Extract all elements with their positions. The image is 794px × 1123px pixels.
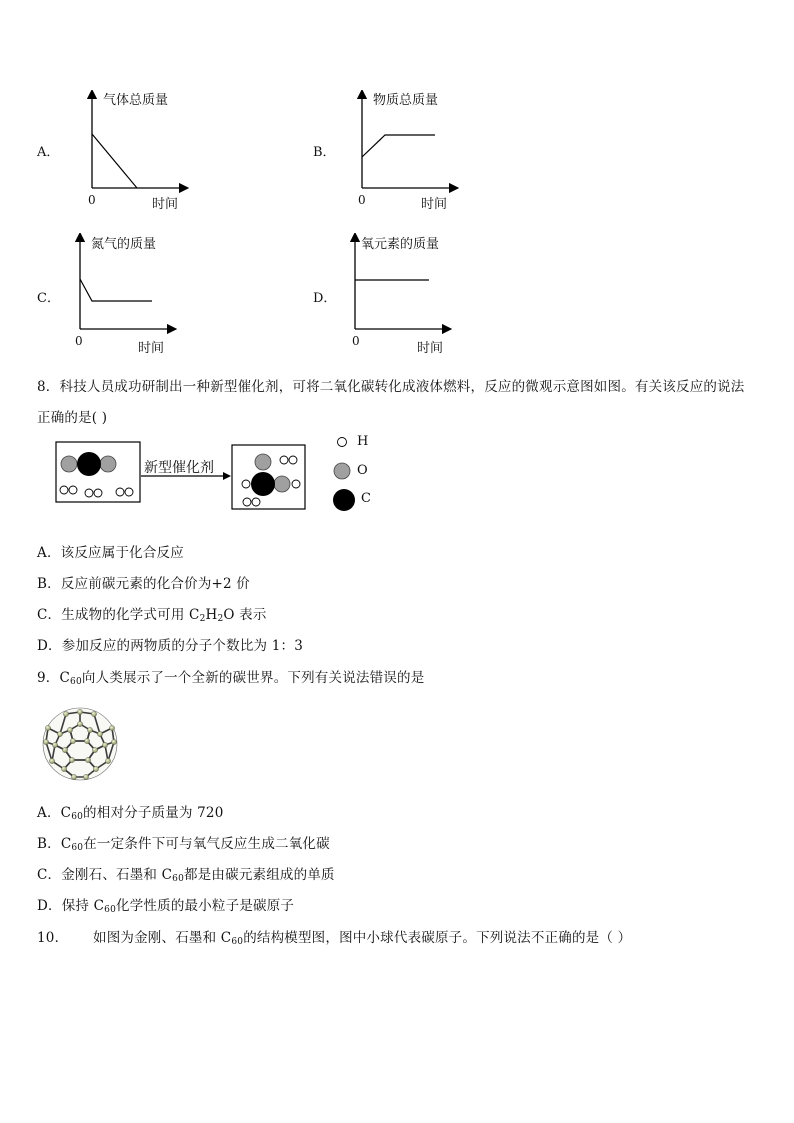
option-c-letter: C． [37,291,60,306]
reaction-diagram [55,430,385,515]
graph-a-origin: 0 [88,193,96,207]
oxygen-atom [255,454,271,470]
q8-option-d[interactable]: D．参加反应的两物质的分子个数比为 1：3 [37,638,303,654]
legend-c-atom [333,489,355,511]
carbon-atom [251,472,275,496]
graph-b-xlabel: 时间 [421,197,448,212]
oxygen-atom [61,456,77,472]
graph-b-origin: 0 [358,193,366,207]
q9-option-d[interactable]: D．保持 $C_{60}$化学性质的最小粒子是碳原子 [37,898,295,915]
graph-c [68,233,178,343]
graph-a-line [92,134,137,188]
graph-c-ylabel: 氮气的质量 [91,237,157,252]
graph-a-ylabel: 气体总质量 [103,93,169,108]
q8-option-b[interactable]: B．反应前碳元素的化合价为+2 价 [37,576,251,592]
option-d-letter: D． [313,291,337,306]
graph-d [343,233,453,343]
c60-molecule-image [38,704,122,784]
graph-c-origin: 0 [75,334,83,348]
legend-h-atom [338,438,347,447]
catalyst-label: 新型催化剂 [144,460,214,476]
carbon-atom [77,452,101,476]
oxygen-atom [274,476,290,492]
graph-d-ylabel: 氧元素的质量 [361,237,440,252]
q9-option-c[interactable]: C．金刚石、石墨和 $C_{60}$都是由碳元素组成的单质 [37,867,335,884]
q8-stem-line1: 8．科技人员成功研制出一种新型催化剂，可将二氧化碳转化成液体燃料，反应的微观示意图如图。有关该反应的说法 [37,379,745,395]
graph-d-xlabel: 时间 [417,341,444,356]
q8-option-c[interactable]: C．生成物的化学式可用 $C_2H_2O$ 表示 [37,607,267,624]
option-b-letter: B． [313,145,336,160]
q10-stem: 如图为金刚、石墨和 $C_{60}$的结构模型图，图中小球代表碳原子。下列说法不正确的是（ ） [93,930,632,947]
q8-option-a[interactable]: A．该反应属于化合反应 [37,545,184,561]
graph-a-xlabel: 时间 [152,197,179,212]
q8-stem-line2: 正确的是( ) [37,410,108,426]
legend-o-label: O [357,463,368,478]
q9-option-a[interactable]: A．$C_{60}$的相对分子质量为 720 [37,805,224,822]
q9-option-b[interactable]: B．$C_{60}$在一定条件下可与氧气反应生成二氧化碳 [37,836,330,853]
graph-b-line [362,135,435,157]
legend-h-label: H [357,434,369,449]
graph-d-origin: 0 [352,334,360,348]
graph-b [350,90,460,200]
arrow-head [223,472,231,480]
oxygen-atom [100,456,116,472]
graph-c-line [80,279,152,301]
legend-c-label: C [361,491,371,506]
graph-a [80,90,190,200]
q9-stem: 9．$C_{60}$向人类展示了一个全新的碳世界。下列有关说法错误的是 [37,670,425,687]
q10-number: 10． [37,930,69,946]
graph-c-xlabel: 时间 [138,341,165,356]
option-a-letter: A． [37,145,60,160]
legend-o-atom [334,463,350,479]
graph-b-ylabel: 物质总质量 [373,93,439,108]
